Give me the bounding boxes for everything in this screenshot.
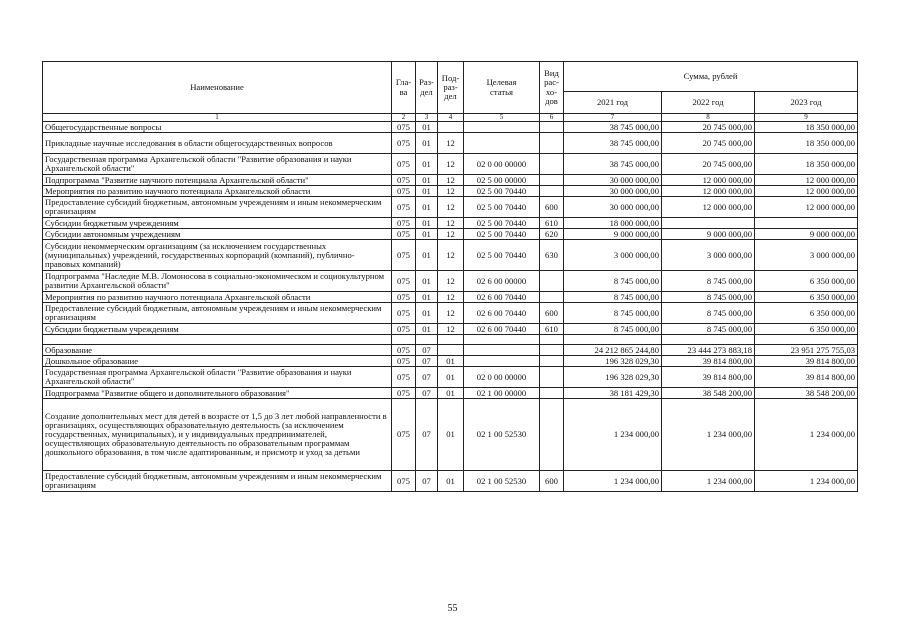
row-sum-2023: 6 350 000,00 (755, 303, 858, 324)
row-section: 01 (416, 218, 438, 229)
row-expense-type (540, 345, 564, 356)
row-sum-2021: 38 745 000,00 (564, 122, 662, 133)
row-name: Подпрограмма "Развитие общего и дополнительного образования" (43, 388, 392, 399)
row-chapter: 075 (392, 133, 416, 154)
table-row (43, 335, 858, 345)
row-expense-type (540, 271, 564, 292)
row-sum-2021: 3 000 000,00 (564, 240, 662, 271)
row-sum-2022: 39 814 800,00 (662, 356, 755, 367)
budget-table-body (43, 122, 858, 492)
row-section: 01 (416, 186, 438, 197)
row-sum-2022: 12 000 000,00 (662, 175, 755, 186)
row-sum-2021: 38 745 000,00 (564, 154, 662, 175)
row-expense-type (540, 292, 564, 303)
row-sum-2022: 12 000 000,00 (662, 197, 755, 218)
row-sum-2022: 8 745 000,00 (662, 271, 755, 292)
row-name: Прикладные научные исследования в области общегосударственных вопросов (43, 133, 392, 154)
row-section: 01 (416, 154, 438, 175)
row-section (416, 335, 438, 345)
row-target: 02 5 00 70440 (464, 197, 540, 218)
row-sum-2021: 1 234 000,00 (564, 471, 662, 492)
column-number: 9 (755, 114, 858, 122)
row-name: Субсидии автономным учреждениям (43, 229, 392, 240)
row-sum-2021: 1 234 000,00 (564, 399, 662, 471)
row-chapter: 075 (392, 399, 416, 471)
row-sum-2021: 24 212 865 244,80 (564, 345, 662, 356)
row-sum-2023: 38 548 200,00 (755, 388, 858, 399)
row-chapter: 075 (392, 197, 416, 218)
row-name: Предоставление субсидий бюджетным, автономным учреждениям и иным некоммерческим организациям (43, 303, 392, 324)
row-sum-2022: 20 745 000,00 (662, 154, 755, 175)
column-number: 6 (540, 114, 564, 122)
row-sum-2023: 6 350 000,00 (755, 324, 858, 335)
row-section: 01 (416, 197, 438, 218)
row-target: 02 5 00 70440 (464, 229, 540, 240)
row-sum-2023: 9 000 000,00 (755, 229, 858, 240)
row-subsection: 01 (438, 471, 464, 492)
row-target: 02 6 00 70440 (464, 324, 540, 335)
row-sum-2021: 38 745 000,00 (564, 133, 662, 154)
row-sum-2021: 196 328 029,30 (564, 356, 662, 367)
row-expense-type (540, 399, 564, 471)
row-name: Общегосударственные вопросы (43, 122, 392, 133)
column-number: 1 (43, 114, 392, 122)
row-sum-2023: 1 234 000,00 (755, 471, 858, 492)
row-chapter: 075 (392, 240, 416, 271)
row-expense-type (540, 122, 564, 133)
row-sum-2023: 39 814 800,00 (755, 356, 858, 367)
row-sum-2022: 9 000 000,00 (662, 229, 755, 240)
row-name (43, 335, 392, 345)
column-number: 5 (464, 114, 540, 122)
table-row (43, 133, 858, 154)
header-target: Целевая статья (464, 62, 540, 114)
row-target (464, 356, 540, 367)
row-section: 07 (416, 399, 438, 471)
row-subsection: 12 (438, 154, 464, 175)
table-row (43, 292, 858, 303)
row-sum-2022: 12 000 000,00 (662, 186, 755, 197)
row-section: 01 (416, 303, 438, 324)
row-sum-2021: 8 745 000,00 (564, 292, 662, 303)
table-row (43, 399, 858, 471)
row-target: 02 6 00 70440 (464, 303, 540, 324)
row-target: 02 5 00 70440 (464, 186, 540, 197)
table-row (43, 240, 858, 271)
row-sum-2023: 12 000 000,00 (755, 175, 858, 186)
row-sum-2021 (564, 335, 662, 345)
row-section: 01 (416, 133, 438, 154)
table-row (43, 154, 858, 175)
row-chapter: 075 (392, 175, 416, 186)
table-row (43, 271, 858, 292)
row-sum-2022 (662, 218, 755, 229)
column-number: 7 (564, 114, 662, 122)
header-section: Раз- дел (416, 62, 438, 114)
row-chapter: 075 (392, 292, 416, 303)
row-expense-type: 610 (540, 324, 564, 335)
budget-table-container (42, 61, 857, 492)
row-expense-type: 620 (540, 229, 564, 240)
column-number: 3 (416, 114, 438, 122)
row-subsection: 12 (438, 133, 464, 154)
row-section: 07 (416, 356, 438, 367)
row-name: Субсидии бюджетным учреждениям (43, 324, 392, 335)
row-chapter: 075 (392, 388, 416, 399)
row-subsection: 12 (438, 303, 464, 324)
row-sum-2023: 3 000 000,00 (755, 240, 858, 271)
column-numbers-row (43, 114, 858, 122)
row-name: Подпрограмма "Наследие М.В. Ломоносова в социально-экономическом и социокультурном развитии Архангельской области" (43, 271, 392, 292)
row-sum-2022: 3 000 000,00 (662, 240, 755, 271)
table-row (43, 388, 858, 399)
row-section: 07 (416, 388, 438, 399)
row-chapter: 075 (392, 122, 416, 133)
row-chapter: 075 (392, 154, 416, 175)
row-section: 07 (416, 345, 438, 356)
row-subsection: 12 (438, 175, 464, 186)
row-name: Предоставление субсидий бюджетным, автономным учреждениям и иным некоммерческим организациям (43, 471, 392, 492)
row-target: 02 6 00 00000 (464, 271, 540, 292)
row-sum-2023: 6 350 000,00 (755, 292, 858, 303)
row-expense-type: 600 (540, 303, 564, 324)
table-row (43, 324, 858, 335)
row-name: Мероприятия по развитию научного потенциала Архангельской области (43, 186, 392, 197)
row-sum-2023: 6 350 000,00 (755, 271, 858, 292)
row-section: 01 (416, 240, 438, 271)
row-sum-2021: 8 745 000,00 (564, 324, 662, 335)
row-name: Государственная программа Архангельской области "Развитие образования и науки Архангельской области" (43, 154, 392, 175)
row-name: Создание дополнительных мест для детей в возрасте от 1,5 до 3 лет любой направленности в организациях, осуществляющих образовательную деятельность (за исключением государственных, муниципальных), и у индивидуальных предпринимателей, осуществляющих образовательную деятельность по образовательным программам дошкольного образования, в том числе адаптированным, и присмотр и уход за детьми (43, 399, 392, 471)
row-sum-2022: 23 444 273 883,18 (662, 345, 755, 356)
row-expense-type (540, 367, 564, 388)
row-sum-2022: 8 745 000,00 (662, 324, 755, 335)
row-sum-2022: 8 745 000,00 (662, 303, 755, 324)
row-expense-type: 600 (540, 197, 564, 218)
header-expense-type: Вид рас- хо- дов (540, 62, 564, 114)
header-subsection: Под- раз- дел (438, 62, 464, 114)
table-row (43, 175, 858, 186)
header-year-2022: 2022 год (662, 92, 755, 114)
row-subsection: 01 (438, 388, 464, 399)
row-sum-2023: 18 350 000,00 (755, 133, 858, 154)
row-sum-2023 (755, 218, 858, 229)
row-sum-2021: 30 000 000,00 (564, 175, 662, 186)
row-expense-type (540, 186, 564, 197)
row-target (464, 335, 540, 345)
row-target: 02 0 00 00000 (464, 154, 540, 175)
row-section: 01 (416, 175, 438, 186)
row-expense-type: 610 (540, 218, 564, 229)
row-subsection: 01 (438, 356, 464, 367)
row-expense-type (540, 175, 564, 186)
row-sum-2021: 38 181 429,30 (564, 388, 662, 399)
row-expense-type (540, 356, 564, 367)
column-number: 2 (392, 114, 416, 122)
row-name: Подпрограмма "Развитие научного потенциала Архангельской области" (43, 175, 392, 186)
row-section: 07 (416, 367, 438, 388)
row-chapter: 075 (392, 324, 416, 335)
header-chapter: Гла- ва (392, 62, 416, 114)
row-sum-2021: 8 745 000,00 (564, 271, 662, 292)
row-name: Дошкольное образование (43, 356, 392, 367)
row-sum-2023: 1 234 000,00 (755, 399, 858, 471)
row-subsection: 12 (438, 240, 464, 271)
row-sum-2022: 20 745 000,00 (662, 122, 755, 133)
row-name: Мероприятия по развитию научного потенциала Архангельской области (43, 292, 392, 303)
row-name: Образование (43, 345, 392, 356)
row-sum-2021: 9 000 000,00 (564, 229, 662, 240)
row-section: 07 (416, 471, 438, 492)
row-section: 01 (416, 271, 438, 292)
row-sum-2021: 196 328 029,30 (564, 367, 662, 388)
row-target: 02 0 00 00000 (464, 367, 540, 388)
row-subsection (438, 345, 464, 356)
row-target: 02 1 00 00000 (464, 388, 540, 399)
row-expense-type: 600 (540, 471, 564, 492)
row-sum-2022: 8 745 000,00 (662, 292, 755, 303)
row-expense-type (540, 154, 564, 175)
header-name: Наименование (43, 62, 392, 114)
row-sum-2022: 20 745 000,00 (662, 133, 755, 154)
table-row (43, 229, 858, 240)
header-sum: Сумма, рублей (564, 62, 858, 92)
row-subsection: 12 (438, 197, 464, 218)
row-section: 01 (416, 292, 438, 303)
row-section: 01 (416, 324, 438, 335)
row-target: 02 1 00 52530 (464, 471, 540, 492)
column-number: 4 (438, 114, 464, 122)
row-subsection: 12 (438, 292, 464, 303)
row-target: 02 1 00 52530 (464, 399, 540, 471)
row-target: 02 5 00 70440 (464, 218, 540, 229)
row-target (464, 122, 540, 133)
table-row (43, 345, 858, 356)
table-row (43, 367, 858, 388)
row-chapter: 075 (392, 271, 416, 292)
row-sum-2023: 18 350 000,00 (755, 122, 858, 133)
table-row (43, 303, 858, 324)
row-expense-type (540, 133, 564, 154)
row-chapter: 075 (392, 186, 416, 197)
row-sum-2022 (662, 335, 755, 345)
row-sum-2023 (755, 335, 858, 345)
row-expense-type (540, 335, 564, 345)
row-sum-2023: 12 000 000,00 (755, 186, 858, 197)
row-sum-2022: 38 548 200,00 (662, 388, 755, 399)
row-expense-type (540, 388, 564, 399)
header-year-2023: 2023 год (755, 92, 858, 114)
row-name: Субсидии некоммерческим организациям (за исключением государственных (муниципальных) учреждений, государственных корпораций (компаний), публично-правовых компаний) (43, 240, 392, 271)
page-number: 55 (447, 603, 458, 614)
row-chapter: 075 (392, 356, 416, 367)
row-sum-2021: 30 000 000,00 (564, 197, 662, 218)
row-subsection (438, 335, 464, 345)
table-row (43, 197, 858, 218)
row-chapter: 075 (392, 303, 416, 324)
row-subsection: 12 (438, 271, 464, 292)
table-row (43, 471, 858, 492)
row-subsection (438, 122, 464, 133)
row-chapter: 075 (392, 367, 416, 388)
row-name: Субсидии бюджетным учреждениям (43, 218, 392, 229)
row-sum-2021: 18 000 000,00 (564, 218, 662, 229)
row-subsection: 12 (438, 186, 464, 197)
row-sum-2023: 12 000 000,00 (755, 197, 858, 218)
table-row (43, 122, 858, 133)
row-chapter: 075 (392, 345, 416, 356)
row-subsection: 12 (438, 218, 464, 229)
column-number: 8 (662, 114, 755, 122)
row-name: Предоставление субсидий бюджетным, автономным учреждениям и иным некоммерческим организациям (43, 197, 392, 218)
row-sum-2023: 18 350 000,00 (755, 154, 858, 175)
row-sum-2023: 23 951 275 755,03 (755, 345, 858, 356)
row-chapter: 075 (392, 471, 416, 492)
row-section: 01 (416, 229, 438, 240)
row-sum-2022: 39 814 800,00 (662, 367, 755, 388)
row-subsection: 12 (438, 229, 464, 240)
row-chapter: 075 (392, 229, 416, 240)
row-sum-2021: 30 000 000,00 (564, 186, 662, 197)
row-subsection: 12 (438, 324, 464, 335)
row-chapter (392, 335, 416, 345)
row-chapter: 075 (392, 218, 416, 229)
row-expense-type: 630 (540, 240, 564, 271)
row-target (464, 345, 540, 356)
table-row (43, 356, 858, 367)
row-sum-2022: 1 234 000,00 (662, 471, 755, 492)
header-year-2021: 2021 год (564, 92, 662, 114)
row-sum-2023: 39 814 800,00 (755, 367, 858, 388)
budget-table (42, 61, 858, 492)
table-row (43, 186, 858, 197)
row-target: 02 5 00 00000 (464, 175, 540, 186)
row-sum-2022: 1 234 000,00 (662, 399, 755, 471)
row-section: 01 (416, 122, 438, 133)
row-name: Государственная программа Архангельской области "Развитие образования и науки Архангельской области" (43, 367, 392, 388)
row-sum-2021: 8 745 000,00 (564, 303, 662, 324)
row-target: 02 5 00 70440 (464, 240, 540, 271)
row-target: 02 6 00 70440 (464, 292, 540, 303)
table-row (43, 218, 858, 229)
row-target (464, 133, 540, 154)
row-subsection: 01 (438, 399, 464, 471)
row-subsection: 01 (438, 367, 464, 388)
